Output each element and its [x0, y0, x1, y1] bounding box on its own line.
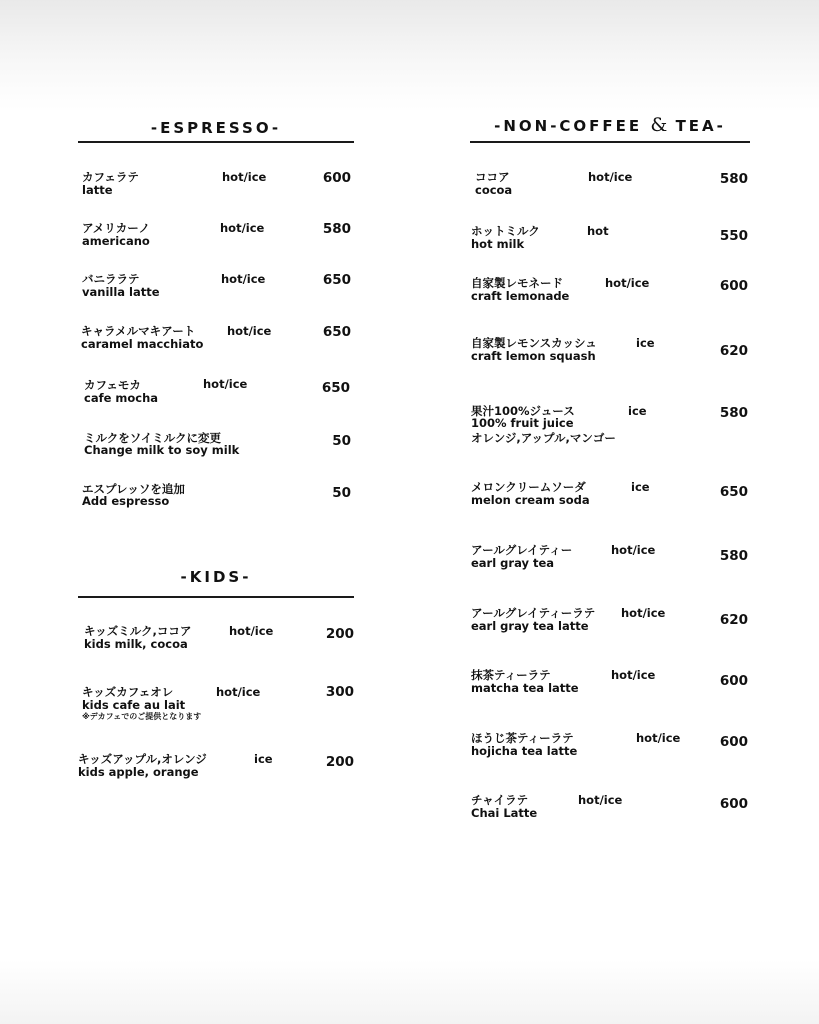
item-name-jp: メロンクリームソーダ [471, 480, 586, 494]
menu-item-kids-apple-orange [78, 751, 354, 797]
item-price: 650 [321, 380, 350, 396]
item-name-jp: キッズミルク,ココア [84, 624, 192, 638]
item-price: 580 [719, 171, 748, 187]
item-name-jp: 自家製レモンスカッシュ [471, 336, 597, 350]
item-name-jp: エスプレッソを追加 [82, 482, 185, 496]
noncoffee-section-title [494, 114, 726, 136]
item-name-jp: キッズカフェオレ [82, 685, 174, 699]
item-temperature: hot/ice [222, 170, 267, 184]
item-name-en: hot milk [471, 237, 525, 251]
item-name-jp: アメリカーノ [82, 221, 150, 235]
menu-item-chai-latte [470, 792, 750, 838]
item-temperature: ice [636, 336, 655, 350]
item-name-en: kids cafe au lait [82, 698, 186, 712]
item-temperature: hot/ice [216, 685, 261, 699]
item-temperature: hot/ice [229, 624, 274, 638]
item-name-en: americano [82, 234, 150, 248]
item-name-en: vanilla latte [82, 285, 160, 299]
item-name-en: craft lemon squash [471, 349, 596, 363]
menu-item-kids-cafe-au-lait [78, 684, 354, 730]
item-price: 200 [325, 754, 354, 770]
item-price: 650 [719, 484, 748, 500]
item-price: 600 [719, 734, 748, 750]
item-name-en: matcha tea latte [471, 681, 579, 695]
item-price: 650 [322, 324, 351, 340]
item-name-jp: チャイラテ [471, 793, 529, 807]
item-name-jp: キッズアップル,オレンジ [78, 752, 207, 766]
item-note: ※デカフェでのご提供となります [82, 712, 202, 721]
item-temperature: hot/ice [578, 793, 623, 807]
item-temperature: hot/ice [621, 606, 666, 620]
item-name-en: cocoa [475, 183, 513, 197]
item-price: 300 [325, 684, 354, 700]
item-name-en: kids milk, cocoa [84, 637, 188, 651]
item-name-jp: ホットミルク [471, 224, 540, 238]
noncoffee-title-left: -NON-COFFEE [494, 117, 643, 135]
menu-item-fruit-juice [470, 403, 750, 453]
item-temperature: hot/ice [605, 276, 650, 290]
menu-item-latte [78, 169, 354, 215]
menu-item-earl-gray-tea-latte [470, 605, 750, 651]
menu-item-cocoa [470, 169, 750, 215]
item-temperature: hot/ice [220, 221, 265, 235]
item-name-jp: ほうじ茶ティーラテ [471, 731, 574, 745]
kids-section-header [78, 567, 354, 586]
item-name-en: craft lemonade [471, 289, 570, 303]
item-name-jp: キャラメルマキアート [81, 324, 196, 338]
item-price: 600 [719, 673, 748, 689]
menu-item-hot-milk [470, 223, 750, 269]
item-price: 580 [719, 548, 748, 564]
espresso-section-header [78, 118, 354, 137]
espresso-section-title: -ESPRESSO- [150, 119, 282, 137]
item-temperature: ice [628, 404, 647, 418]
item-temperature: hot/ice [636, 731, 681, 745]
menu-item-cafe-mocha [78, 377, 354, 423]
noncoffee-divider [470, 141, 750, 143]
item-name-jp: 果汁100%ジュース [471, 404, 575, 418]
menu-item-caramel-macchiato [78, 323, 354, 369]
item-price: 620 [719, 612, 748, 628]
item-name-jp: アールグレイティー [471, 543, 573, 557]
item-price: 550 [719, 228, 748, 244]
item-price: 580 [719, 405, 748, 421]
menu-item-matcha-tea-latte [470, 667, 750, 713]
item-name-en: cafe mocha [84, 391, 159, 405]
item-name-en: latte [82, 183, 113, 197]
item-name-en: Change milk to soy milk [84, 443, 240, 457]
menu-item-craft-lemonade [470, 275, 750, 321]
menu-item-americano [78, 220, 354, 266]
menu-item-kids-milk-cocoa [78, 623, 354, 669]
item-temperature: hot/ice [221, 272, 266, 286]
item-temperature: hot/ice [611, 668, 656, 682]
item-name-jp: カフェラテ [82, 170, 139, 184]
item-name-jp: ココア [475, 170, 510, 184]
item-name-en: 100% fruit juice [471, 416, 574, 430]
item-price: 50 [332, 433, 351, 449]
item-price: 600 [322, 170, 351, 186]
item-name-en: Add espresso [82, 494, 170, 508]
item-price: 580 [322, 221, 351, 237]
item-price: 620 [719, 343, 748, 359]
item-price: 650 [322, 272, 351, 288]
menu-item-soy-milk-change [78, 430, 354, 476]
item-name-en: earl gray tea [471, 556, 555, 570]
item-name-en: caramel macchiato [81, 337, 204, 351]
item-price: 50 [332, 485, 351, 501]
item-temperature: hot/ice [227, 324, 272, 338]
noncoffee-section-header [470, 114, 750, 136]
item-name-en: earl gray tea latte [471, 619, 589, 633]
item-temperature: hot [587, 224, 609, 238]
menu-item-vanilla-latte [78, 271, 354, 317]
menu-item-earl-gray-tea [470, 542, 750, 588]
menu-item-melon-cream-soda [470, 479, 750, 525]
item-name-jp: カフェモカ [84, 378, 141, 392]
item-price: 600 [719, 278, 748, 294]
noncoffee-title-right: TEA- [675, 117, 726, 135]
menu-item-hojicha-tea-latte [470, 730, 750, 776]
item-name-jp: アールグレイティーラテ [471, 606, 596, 620]
espresso-divider [78, 141, 354, 143]
item-name-jp: ミルクをソイミルクに変更 [84, 431, 221, 445]
item-name-jp: バニララテ [82, 272, 140, 286]
kids-section-title: -KIDS- [180, 568, 252, 586]
item-temperature: ice [631, 480, 650, 494]
item-temperature: hot/ice [203, 377, 248, 391]
item-name-jp: 抹茶ティーラテ [471, 668, 551, 682]
ampersand: & [650, 114, 668, 136]
item-name-jp: 自家製レモネード [471, 276, 563, 290]
menu-item-craft-lemon-squash [470, 335, 750, 381]
item-name-en: melon cream soda [471, 493, 590, 507]
item-name-en: hojicha tea latte [471, 744, 578, 758]
item-price: 200 [325, 626, 354, 642]
item-price: 600 [719, 796, 748, 812]
menu-item-add-espresso [78, 481, 354, 527]
item-flavors: オレンジ,アップル,マンゴー [471, 431, 616, 445]
kids-divider [78, 596, 354, 598]
item-temperature: ice [254, 752, 273, 766]
item-name-en: Chai Latte [471, 806, 538, 820]
item-temperature: hot/ice [611, 543, 656, 557]
item-name-en: kids apple, orange [78, 765, 199, 779]
item-temperature: hot/ice [588, 170, 633, 184]
